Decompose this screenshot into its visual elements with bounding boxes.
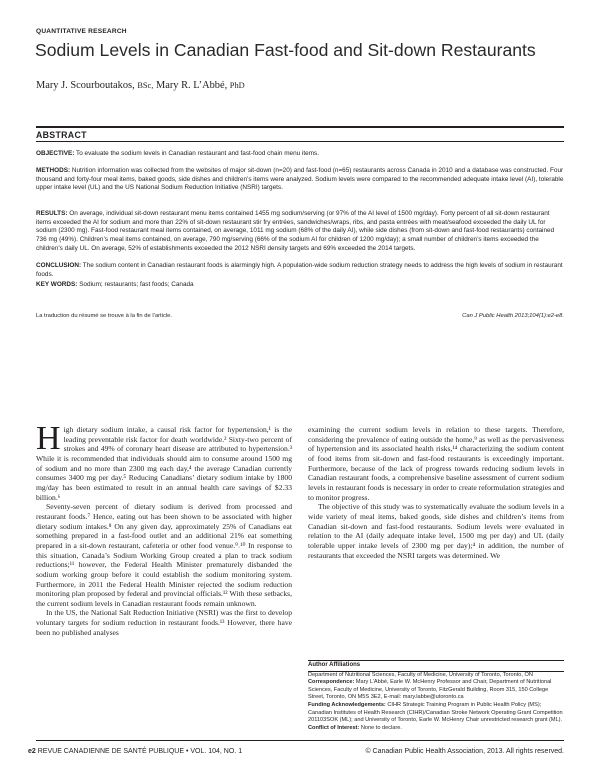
- objective-text: To evaluate the sodium levels in Canadian restaurant and fast-food chain menu items.: [76, 150, 320, 157]
- abstract-methods: [36, 167, 564, 193]
- keywords-text: Sodium; restaurants; fast foods; Canada: [79, 281, 194, 288]
- abstract-keywords: [36, 281, 564, 290]
- results-label: RESULTS:: [36, 210, 68, 217]
- section-label: QUANTITATIVE RESEARCH: [36, 28, 127, 35]
- author-affiliations-box: [308, 660, 564, 732]
- funding-text: CIHR Strategic Training Program in Public Health Policy (MS); Canadian Institutes of Health Research (CIHR)/Canadian Stroke Network Operating Grant Competition 201103SOK (ML); and University of Toronto, Earle W. McHenry Chair unrestricted research grant (ML).: [308, 701, 563, 724]
- footer-rule: [36, 740, 564, 741]
- drop-cap: H: [36, 420, 61, 457]
- affiliations-heading: Author Affiliations: [308, 662, 361, 668]
- author-1-name: Mary J. Scourboutakos,: [36, 80, 135, 91]
- page-number: e2: [28, 748, 36, 755]
- body-right-column: [308, 425, 564, 560]
- paragraph-text: igh dietary sodium intake, a causal risk factor for hypertension,¹ is the leading preventable risk factor for death worldwide.² Sixty-two percent of strokes and 49% of coronary heart disease are attributed to hypertension.³ While it is recommended that individuals should aim to consume around 1500 mg of sodium and no more than 2300 mg each day,⁴ the average Canadian currently consumes 3400 mg per day.⁵ Reducing Canadians’ dietary sodium intake by 1800 mg/day has been estimated to result in an annual health care savings of $2.33 billion.⁶: [36, 425, 292, 502]
- funding-label: Funding Acknowledgements:: [308, 701, 386, 708]
- body-paragraph: The objective of this study was to systematically evaluate the sodium levels in a wide variety of meal items, baked goods, side dishes and children’s items from Canadian sit-down and fast-food restaurants. Sodium levels were evaluated in relation to the AI (daily adequate intake level, 1500 mg per day) and UL (daily tolerable upper intake levels of 2300 mg per day);⁴ in addition, the number of restaurants that exceeded the NSRI targets was determined. We: [308, 502, 564, 560]
- correspondence: [308, 679, 564, 702]
- conflict-of-interest: [308, 725, 564, 733]
- abstract-conclusion: [36, 262, 564, 279]
- translation-note: La traduction du résumé se trouve à la fin de l’article.: [36, 313, 172, 319]
- objective-label: OBJECTIVE:: [36, 150, 75, 157]
- methods-text: Nutrition information was collected from the websites of major sit-down (n=20) and fast-food (n=65) restaurants across Canada in 2010 and a database was constructed. Four thousand and forty-four meal items, baked goods, side dishes and children’s items were analyzed. Sodium levels were compared to the recommended adequate intake level (AI), tolerable upper intake level (UL) and the US National Sodium Reduction Initiative (NSRI) targets.: [36, 167, 564, 192]
- affiliation-department: Department of Nutritional Sciences, Faculty of Medicine, University of Toronto, Toronto, ON: [308, 671, 533, 678]
- citation: Can J Public Health 2013;104(1):e2-e8.: [462, 313, 564, 319]
- footer-journal: [28, 748, 242, 755]
- body-paragraph: examining the current sodium levels in relation to these targets. Therefore, considering the prevalence of eating outside the home,⁹ as well as the pervasiveness of hypertension and its associated health risks,¹⁴ characterizing the sodium content of food items from sit-down and fast-food restaurants is exceedingly important. Furthermore, because of the lack of progress towards reducing sodium levels in Canadian restaurant foods, a comprehensive baseline assessment of current sodium levels in restaurant foods is necessary in order to create reformulation strategies and to monitor progress.: [308, 425, 564, 502]
- results-text: On average, individual sit-down restaurant menu items contained 1455 mg sodium/serving (or 97% of the AI level of 1500 mg/day). Forty percent of all sit-down restaurant items exceeded the AI for sodium and more than 22% of sit-down restaurant stir fry entrées, sandwiches/wraps, ribs, and pasta entrées with meat/seafood exceeded the daily UL for sodium (2300 mg). Fast-food restaurant meal items contained, on average, 1011 mg sodium (68% of the daily AI), while side dishes (from sit-down and fast-food restaurants) contained 736 mg (49%). Children’s meal items contained, on average, 790 mg/serving (66% of the sodium AI for children of 1200 mg/day); a small number of children’s items exceeded the children’s daily UL. On average, 52% of establishments exceeded the 2012 NSRI density targets and 69% exceeded the 2014 targets.: [36, 210, 555, 252]
- footer-copyright: © Canadian Public Health Association, 2013. All rights reserved.: [365, 748, 564, 755]
- author-2-degree: PhD: [229, 81, 245, 90]
- body-paragraph: In the US, the National Salt Reduction Initiative (NSRI) was the first to develop voluntary targets for sodium reduction in restaurant foods.¹³ However, there have been no published analyses: [36, 608, 292, 637]
- body-paragraph: [36, 420, 292, 502]
- methods-label: METHODS:: [36, 167, 71, 174]
- abstract-heading: ABSTRACT: [36, 130, 87, 140]
- keywords-label: KEY WORDS:: [36, 281, 78, 288]
- conflict-label: Conflict of Interest:: [308, 724, 360, 731]
- abstract-top-rule: [36, 126, 564, 128]
- body-left-column: [36, 420, 292, 637]
- conflict-text: None to declare.: [360, 724, 402, 731]
- body-paragraph: Seventy-seven percent of dietary sodium is derived from processed and restaurant foods.⁷ Hence, eating out has been shown to be associated with higher dietary sodium intakes.⁸ On any given day, approximately 25% of Canadians eat something prepared in a fast-food outlet and an additional 21% eat something prepared in a sit-down restaurant, cafeteria or other food venue.⁹˒¹⁰ In response to this situation, Canada’s Sodium Working Group created a plan to track sodium reductions;¹¹ however, the Federal Health Minister prematurely disbanded the sodium working group before it could establish the sodium monitoring system. Furthermore, in 2011 the Federal Health Minister rejected the sodium reduction monitoring plan proposed by federal and provincial officials.¹² With these setbacks, the current sodium levels in Canadian restaurant foods remain unknown.: [36, 502, 292, 608]
- article-title: Sodium Levels in Canadian Fast-food and Sit-down Restaurants: [35, 40, 536, 60]
- conclusion-label: CONCLUSION:: [36, 262, 82, 269]
- abstract-objective: [36, 150, 564, 159]
- funding: [308, 702, 564, 725]
- abstract-results: [36, 210, 564, 254]
- abstract-heading-rule: [36, 141, 564, 142]
- correspondence-label: Correspondence:: [308, 679, 355, 686]
- author-2-name: Mary R. L’Abbé,: [155, 80, 228, 91]
- conclusion-text: The sodium content in Canadian restaurant foods is alarmingly high. A population-wide sodium reduction strategy needs to address the high levels of sodium in restaurant foods.: [36, 262, 563, 278]
- author-1-degree: BSc,: [137, 81, 154, 90]
- correspondence-text: Mary L’Abbé, Earle W. McHenry Professor and Chair, Department of Nutritional Sciences, Faculty of Medicine, University of Toronto, FitzGerald Building, Room 315, 150 College Street, Toronto, ON M5S 3E2, E-mail: mary.labbe@utoronto.ca: [308, 679, 552, 701]
- author-line: [36, 80, 245, 91]
- journal-name: REVUE CANADIENNE DE SANTÉ PUBLIQUE • VOL. 104, NO. 1: [37, 748, 243, 755]
